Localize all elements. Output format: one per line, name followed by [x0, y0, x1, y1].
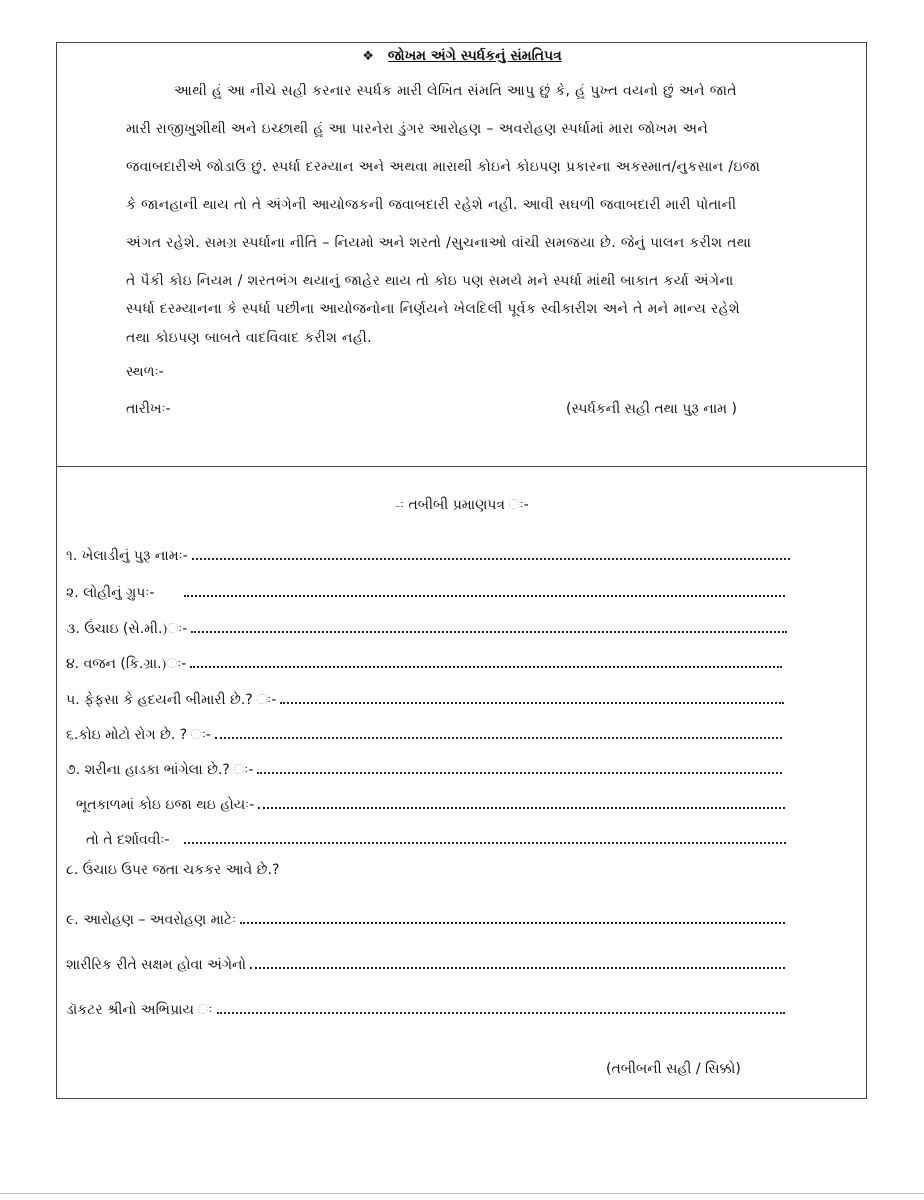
fill-line[interactable] [257, 760, 782, 774]
field-weight[interactable] [66, 650, 782, 672]
fill-line[interactable] [250, 955, 785, 969]
participant-signature-label: (સ્પર્ધકની સહી તથા પુરૂ નામ ) [566, 401, 737, 417]
field-label: ડૉકટર શ્રીનો અભિપ્રાય ઃ [66, 1002, 213, 1018]
consent-title-text: જોખમ અંગે સ્પર્ધકનું સંમતિપત્ર [387, 48, 562, 64]
fill-line[interactable] [184, 583, 785, 597]
field-label: ૧. ખેલાડીનું પુરૂ નામઃ- [66, 548, 188, 564]
field-label: શારીરિક રીતે સક્ષમ હોવા અંગેનો [66, 957, 246, 973]
field-player-name[interactable] [66, 542, 790, 564]
field-lung-heart-disease[interactable] [66, 686, 784, 708]
field-label: તો તે દર્શાવવીઃ- [86, 832, 170, 848]
fill-line[interactable] [258, 795, 785, 809]
field-label: ૫. ફેફસા કે હદયની બીમારી છે.? ઃ- [66, 692, 277, 708]
field-major-illness[interactable] [66, 721, 782, 743]
date-label: તારીખઃ- [126, 401, 171, 417]
field-label: ભૂતકાળમાં કોઇ ઇજા થઇ હોયઃ- [76, 797, 255, 813]
consent-paragraph-line: તે પૈકી કોઇ નિયમ / શરતભંગ થયાનું જાહેર થાય તો કોઇ પણ સમયે મને સ્પર્ધા માંથી બાકાત કર્યા અંગેના [126, 273, 734, 289]
diamond-bullet-icon: ❖ [362, 49, 374, 64]
consent-paragraph-line: કે જાનહાની થાય તો તે અંગેની આયોજકની જવાબદારી રહેશે નહી. આવી સઘળી જવાબદારી મારી પોતાની [126, 197, 737, 213]
field-label: ૭. શરીના હાડકા ભાંગેલા છે.? ઃ- [66, 762, 254, 778]
page-bottom-rule [0, 1193, 924, 1194]
field-label: ૨. લોહીનું ગ્રુપઃ- [66, 585, 155, 601]
consent-paragraph-line: સ્પર્ધા દરમ્યાનના કે સ્પર્ધા પછીના આયોજનોના નિર્ણયને ખેલદિલી પૂર્વક સ્વીકારીશ અને તે મને માન્ય રહેશે [126, 301, 741, 317]
consent-paragraph-line: મારી રાજીખુશીથી અને ઇચ્છાથી હું આ પારનેરા ડુંગર આરોહણ – અવરોહણ સ્પર્ધામાં મારા જોખમ અને [126, 121, 709, 137]
consent-paragraph-line: તથા કોઇપણ બાબતે વાદવિવાદ કરીશ નહી. [126, 330, 372, 346]
consent-paragraph-line: જવાબદારીએ જોડાઉ છું. સ્પર્ધા દરમ્યાન અને અથવા મારાથી કોઇને કોઇપણ પ્રકારના અકસ્માત/નુકસાન /ઇજા [126, 159, 761, 175]
field-label: ૪. વજન (કિ.ગ્રા.)ઃ- [66, 656, 187, 672]
doctor-signature-label: (તબીબની સહી / સિક્કો) [606, 1061, 741, 1077]
consent-title [0, 48, 924, 64]
section-divider [56, 466, 867, 467]
field-label: ૩. ઉંચાઇ (સે.મી.)ઃ- [66, 621, 188, 637]
fill-line[interactable] [190, 654, 782, 668]
field-broken-bones[interactable] [66, 756, 782, 778]
field-doctor-opinion[interactable] [66, 996, 785, 1018]
field-label: ૯. આરોહણ – અવરોહણ માટેઃ [66, 912, 237, 928]
field-climbing-fitness[interactable] [66, 906, 785, 928]
consent-paragraph-line: અંગત રહેશે. સમગ્ર સ્પર્ધાના નીતિ – નિયમો અને શરતો /સુચનાઓ વાંચી સમજયા છે. જેનું પાલન કરીશ તથા [126, 235, 752, 251]
fill-line[interactable] [191, 619, 787, 633]
field-dizziness-question [66, 862, 283, 878]
field-blood-group[interactable] [66, 579, 785, 601]
fill-line[interactable] [184, 830, 786, 844]
consent-paragraph-line: આથી હું આ નીચે સહી કરનાર સ્પર્ધક મારી લેખિત સંમતિ આપુ છું કે, હું પુખ્ત વયનો છું અને જાતે [174, 83, 737, 99]
fill-line[interactable] [280, 690, 784, 704]
field-label: ૬.કોઇ મોટો રોગ છે. ? ઃ- [66, 727, 211, 743]
fill-line[interactable] [217, 1000, 785, 1014]
fill-line[interactable] [240, 910, 785, 924]
fill-line[interactable] [215, 725, 782, 739]
field-height[interactable] [66, 615, 787, 637]
fill-line[interactable] [192, 546, 790, 560]
field-label: ૮. ઉંચાઇ ઉપર જતા ચકકર આવે છે.? [66, 862, 280, 878]
medical-certificate-title: -ઃ તબીબી પ્રમાણપત્ર ઃ- [395, 497, 529, 513]
field-injury-details[interactable] [86, 826, 786, 848]
field-past-injury[interactable] [76, 791, 785, 813]
place-label: સ્થળઃ- [126, 364, 164, 380]
field-physically-fit[interactable] [66, 951, 785, 973]
